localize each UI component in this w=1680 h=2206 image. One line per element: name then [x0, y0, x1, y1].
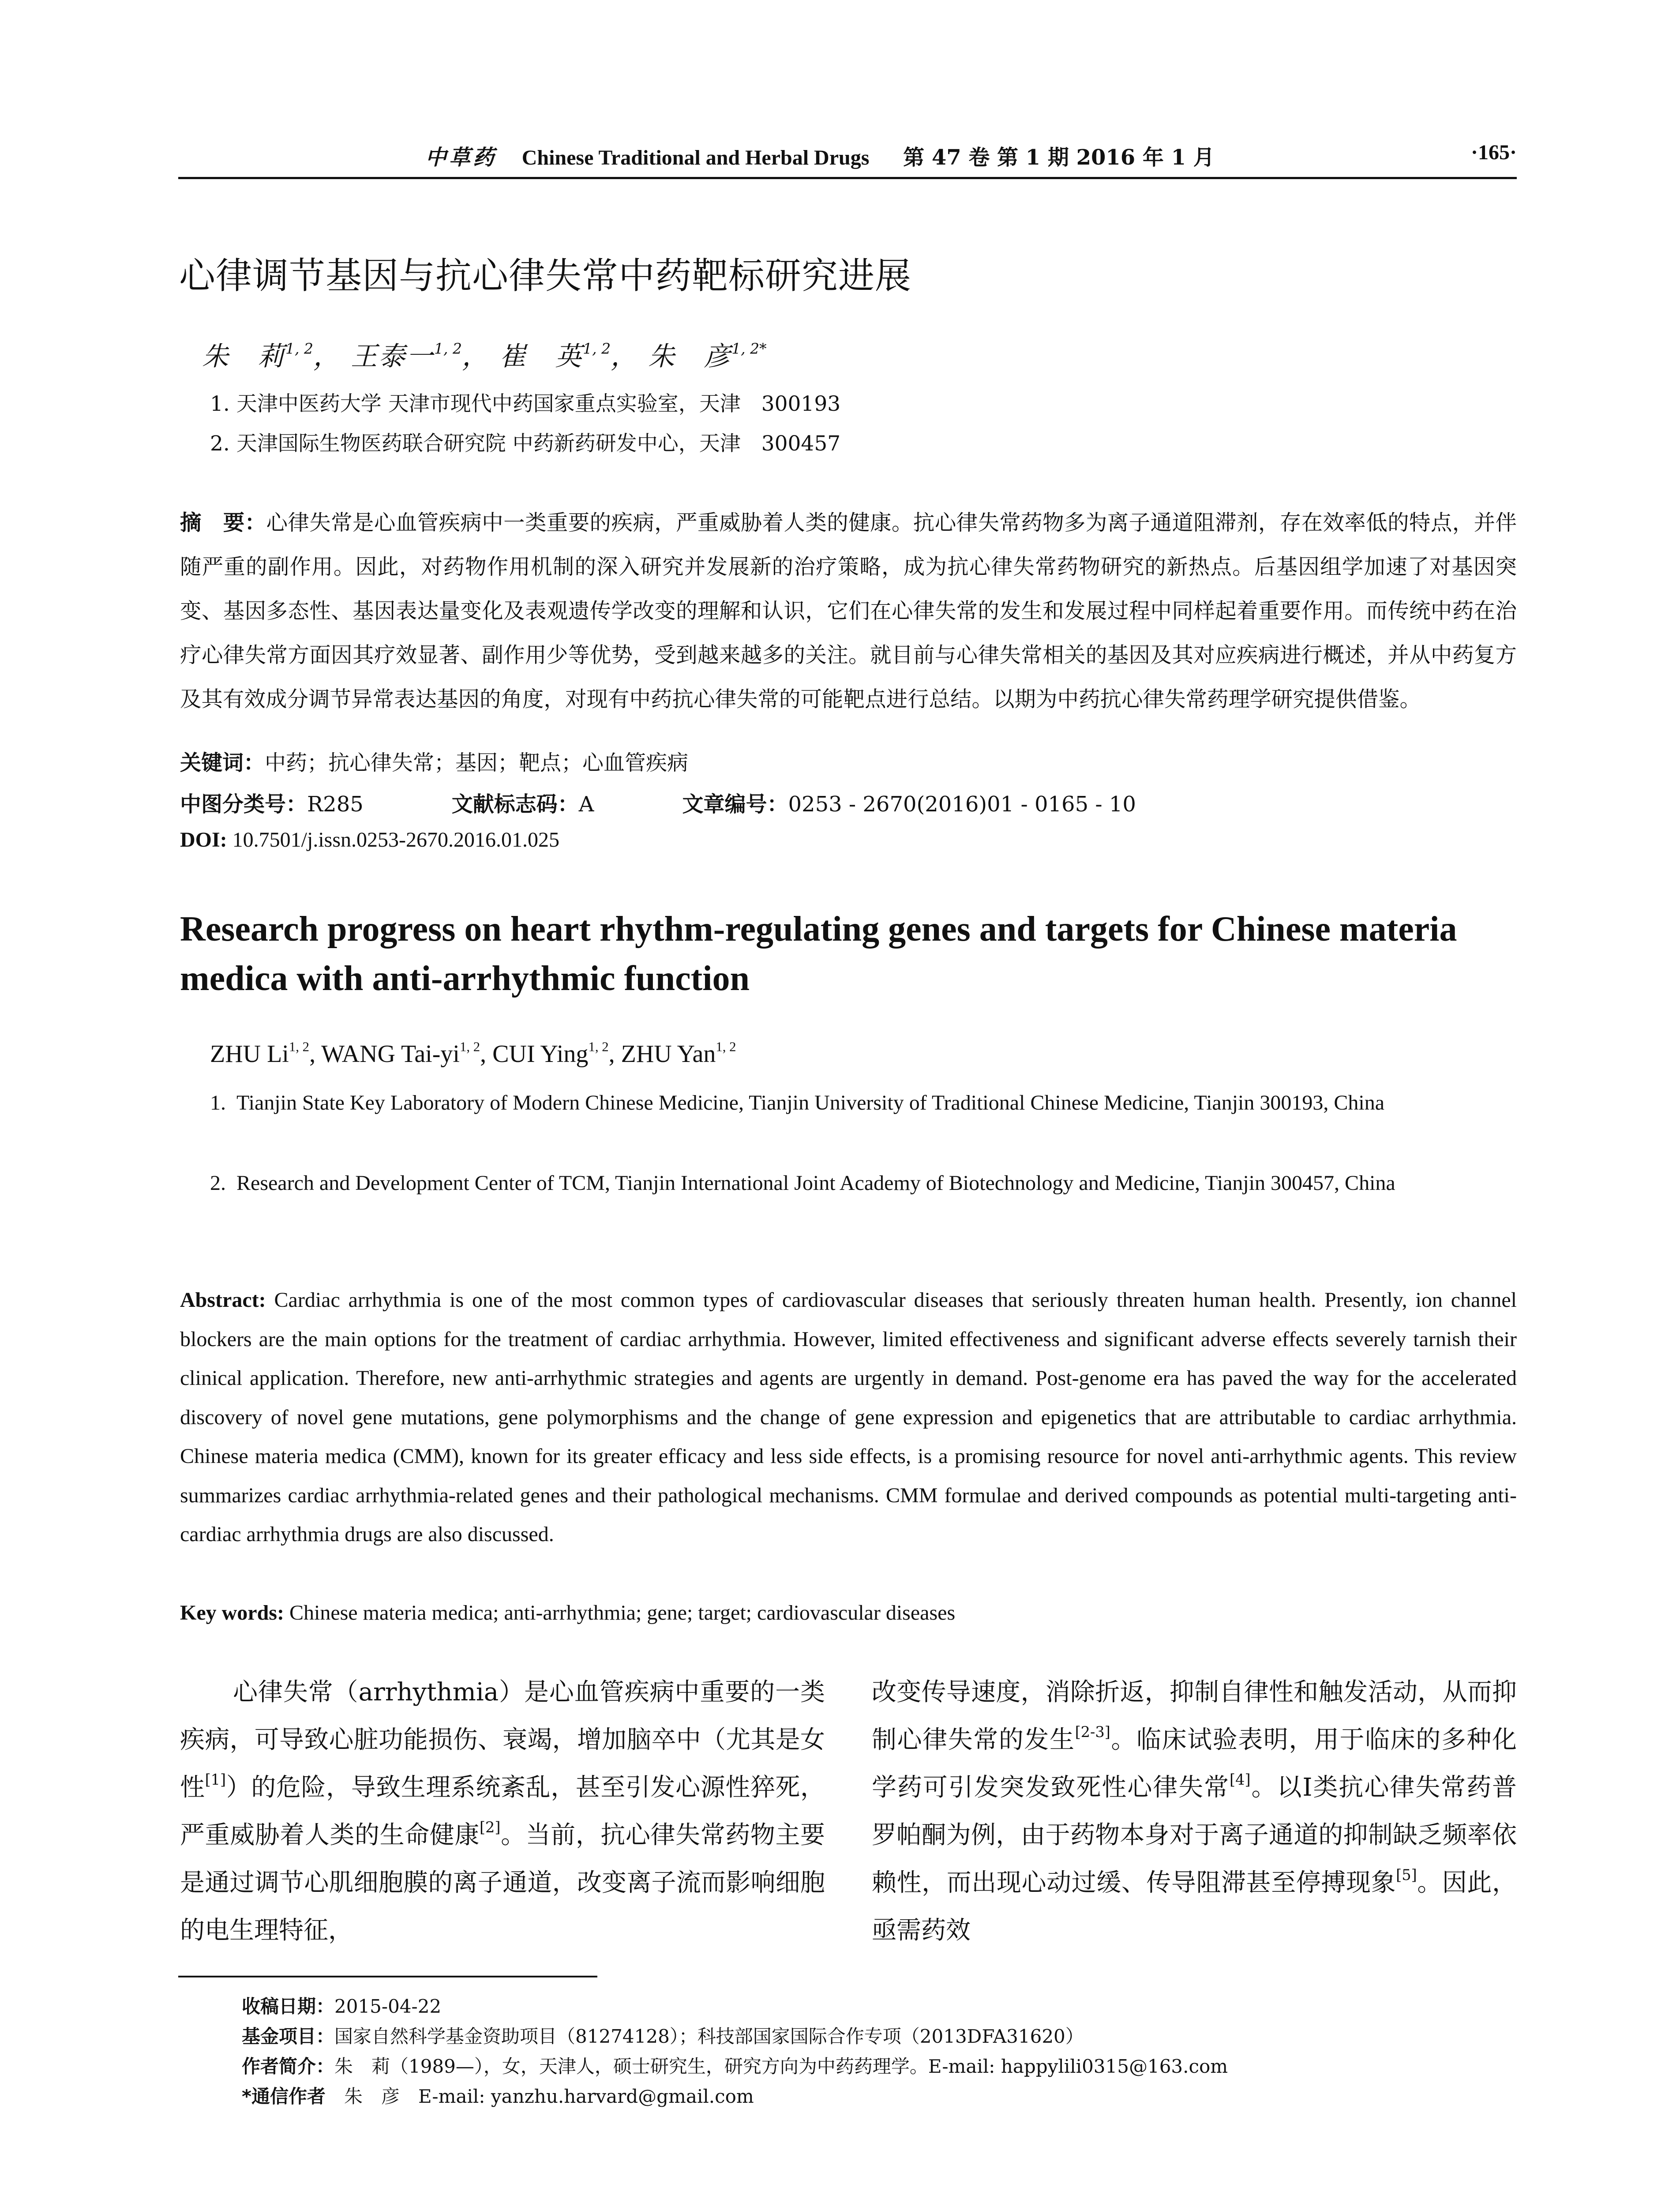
fund-value: 国家自然科学基金资助项目（81274128）；科技部国家国际合作专项（2013DFA31620） [334, 2026, 1084, 2047]
journal-name: Chinese Traditional and Herbal Drugs [521, 146, 870, 169]
journal-line [425, 140, 1215, 171]
author-label: 作者简介： [242, 2056, 335, 2077]
doi-value: 10.7501/j.issn.0253-2670.2016.01.025 [232, 828, 560, 852]
cn-author: 朱 莉$^{1, 2}$， [202, 340, 341, 372]
author-value: 朱 莉（1989—），女，天津人，硕士研究生，研究方向为中药药理学。E-mail: happylili0315@163.com [334, 2056, 1228, 2077]
issue-info: 第 47 卷 第 1 期 2016 年 1 月 [903, 145, 1215, 170]
citation: [1] [205, 1771, 226, 1788]
page-number: ·165· [1470, 141, 1517, 164]
en-keywords-label: Key words: [180, 1601, 284, 1624]
cn-author: 王泰一$^{1, 2}$， [351, 340, 490, 372]
article-no-value: 0253 - 2670(2016)01 - 0165 - 10 [788, 792, 1136, 817]
citation: [2] [479, 1818, 501, 1836]
footnote-received [242, 1992, 441, 2018]
en-author: WANG Tai-yi$^{1, 2}$, [321, 1039, 493, 1068]
citation: [5] [1396, 1866, 1417, 1883]
footnote-corresponding [242, 2082, 754, 2108]
body-text: 。因此，亟需药效 [872, 1868, 1517, 1945]
received-value: 2015-04-22 [334, 1996, 442, 2017]
article-no-label: 文章编号： [682, 792, 788, 817]
en-author: ZHU Li$^{1, 2}$, [210, 1039, 322, 1068]
body-text: 心律失常（arrhythmia）是心血管疾病中重要的一类疾病，可导致心脏功能损伤、衰竭，增加脑卒中（尤其是女性 [180, 1678, 825, 1802]
en-author: CUI Ying$^{1, 2}$, [492, 1039, 621, 1068]
cn-affiliation-2: 2. 天津国际生物医药联合研究院 中药新药研发中心，天津 300457 [210, 431, 841, 456]
cn-authors [202, 335, 767, 373]
cn-author: 朱 彦$^{1, 2*}$ [648, 340, 767, 372]
affiliation-number: 1. [210, 1091, 226, 1114]
body-text: ）的危险，导致生理系统紊乱，甚至引发心源性猝死，严重威胁着人类的生命健康 [180, 1773, 825, 1850]
received-label: 收稿日期： [242, 1996, 335, 2017]
footnote-author [242, 2052, 1228, 2078]
cn-affiliation-1: 1. 天津中医药大学 天津市现代中药国家重点实验室，天津 300193 [210, 392, 841, 416]
cn-title: 心律调节基因与抗心律失常中药靶标研究进展 [179, 255, 912, 297]
cn-classification [180, 787, 1136, 818]
en-authors [210, 1039, 736, 1068]
journal-logo: 中草药 [425, 145, 497, 170]
docmark-value: A [578, 792, 594, 817]
cn-author: 崔 英$^{1, 2}$， [499, 340, 639, 372]
body-column-right [872, 1669, 1517, 1955]
en-affiliation-2 [210, 1163, 1517, 1203]
fund-label: 基金项目： [242, 2026, 335, 2047]
affiliation-text: Research and Development Center of TCM, Tianjin International Joint Academy of Biotechnology and Medicine, Tianjin 300457, China [236, 1171, 1395, 1195]
cn-abstract-label: 摘 要： [180, 510, 266, 535]
en-keywords-text: Chinese materia medica; anti-arrhythmia; gene; target; cardiovascular diseases [289, 1601, 956, 1624]
running-header [178, 140, 1517, 171]
header-rule [178, 177, 1517, 179]
citation: [4] [1230, 1771, 1251, 1788]
cn-keywords [180, 746, 688, 776]
body-column-left [180, 1669, 825, 1955]
affiliation-text: Tianjin State Key Laboratory of Modern Chinese Medicine, Tianjin University of Traditional Chinese Medicine, Tianjin 300193, China [236, 1091, 1385, 1114]
affiliation-number: 2. [210, 1171, 226, 1195]
en-author: ZHU Yan$^{1, 2}$ [621, 1039, 736, 1068]
body-text: 。当前，抗心律失常药物主要是通过调节心肌细胞膜的离子通道，改变离子流而影响细胞的电生理特征， [180, 1821, 825, 1945]
footnote-rule [178, 1976, 597, 1977]
corr-value: 朱 彦 E-mail: yanzhu.harvard@gmail.com [344, 2086, 754, 2107]
en-abstract-text: Cardiac arrhythmia is one of the most common types of cardiovascular diseases that seriously threaten human health. Presently, ion channel blockers are the main options for the treatment of cardiac arrhythmia. However, limited effectiveness and significant adverse effects severely tarnish their clinical application. Therefore, new anti-arrhythmic strategies and agents are urgently in demand. Post-genome era has paved the way for the accelerated discovery of novel gene mutations, gene polymorphisms and the change of gene expression and epigenetics that are attributable to cardiac arrhythmia. Chinese materia medica (CMM), known for its greater efficacy and less side effects, is a promising resource for novel anti-arrhythmic agents. This review summarizes cardiac arrhythmia-related genes and their pathological mechanisms. CMM formulae and derived compounds as potential multi-targeting anti-cardiac arrhythmia drugs are also discussed. [180, 1288, 1517, 1546]
cn-keywords-text: 中药；抗心律失常；基因；靶点；心血管疾病 [265, 750, 689, 775]
footnote-fund [242, 2022, 1084, 2048]
body-text: 改变传导速度，消除折返，抑制自律性和触发活动，从而抑制心律失常的发生 [872, 1678, 1517, 1754]
en-abstract [180, 1281, 1517, 1554]
doi-line [180, 828, 559, 852]
corr-label: *通信作者 [242, 2086, 326, 2107]
docmark-label: 文献标志码： [451, 792, 579, 817]
cn-abstract-text: 心律失常是心血管疾病中一类重要的疾病，严重威胁着人类的健康。抗心律失常药物多为离子通道阻滞剂，存在效率低的特点，并伴随严重的副作用。因此，对药物作用机制的深入研究并发展新的治疗策略，成为抗心律失常药物研究的新热点。后基因组学加速了对基因突变、基因多态性、基因表达量变化及表观遗传学改变的理解和认识，它们在心律失常的发生和发展过程中同样起着重要作用。而传统中药在治疗心律失常方面因其疗效显著、副作用少等优势，受到越来越多的关注。就目前与心律失常相关的基因及其对应疾病进行概述，并从中药复方及其有效成分调节异常表达基因的角度，对现有中药抗心律失常的可能靶点进行总结。以期为中药抗心律失常药理学研究提供借鉴。 [180, 510, 1517, 712]
en-abstract-label: Abstract: [180, 1288, 266, 1312]
class-value: R285 [307, 792, 364, 817]
citation: [2-3] [1075, 1723, 1110, 1741]
en-affiliation-1 [210, 1083, 1517, 1123]
class-label: 中图分类号： [180, 792, 308, 817]
en-keywords [180, 1601, 955, 1625]
en-title: Research progress on heart rhythm-regulating genes and targets for Chinese materia medica with anti-arrhythmic function [180, 910, 1457, 998]
doi-label: DOI: [180, 828, 227, 852]
cn-abstract [180, 501, 1517, 721]
body-text: 。临床试验表明，用于临床的多种化学药可引发突发致死性心律失常 [872, 1726, 1517, 1802]
cn-keywords-label: 关键词： [180, 750, 265, 775]
body-text: 。以Ⅰ类抗心律失常药普罗帕酮为例，由于药物本身对于离子通道的抑制缺乏频率依赖性，而出现心动过缓、传导阻滞甚至停搏现象 [872, 1773, 1517, 1897]
